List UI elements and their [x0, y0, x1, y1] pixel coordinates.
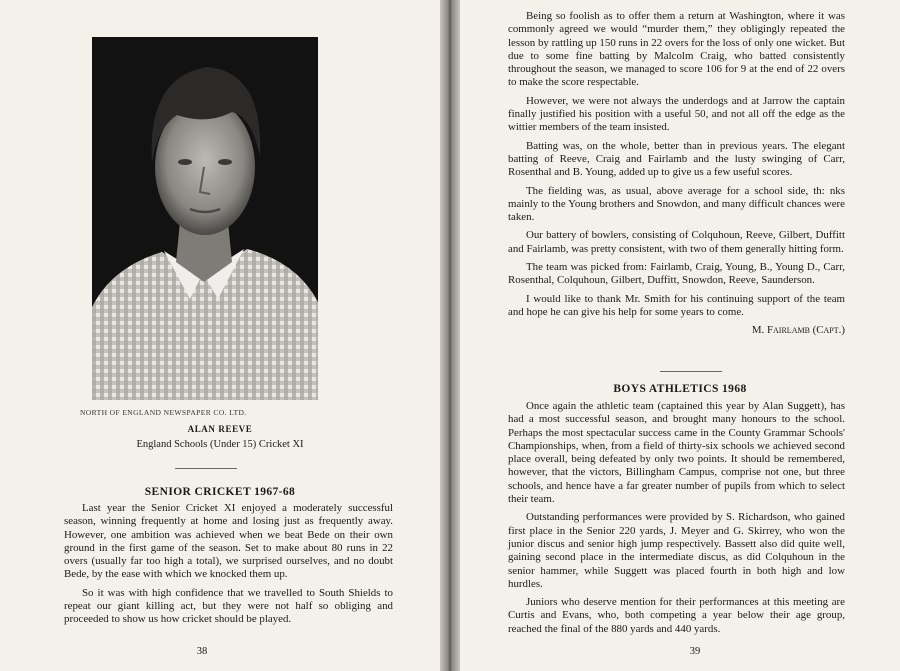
- photo-caption-name: ALAN REEVE: [187, 424, 253, 434]
- paragraph: Our battery of bowlers, consisting of Colquhoun, Reeve, Gilbert, Duffitt and Fairlamb, was pretty consistent, with two of them generally hitting form.: [508, 229, 845, 255]
- left-page: [0, 0, 440, 671]
- portrait-image: [92, 37, 318, 400]
- paragraph: The fielding was, as usual, above average for a school side, th: nks mainly to the Young brothers and Snowdon, and many difficult chances were taken.: [508, 184, 845, 224]
- paragraph: Being so foolish as to offer them a return at Washington, where it was commonly agreed we would “murder them,” they obligingly repeated the lesson by rattling up 150 runs in 22 overs for the loss of only one wicket. But due to some fine batting by Malcolm Craig, who batted consistently throughout the season, we managed to score 106 for 9 at the end of 22 overs to make the score respectable.: [508, 10, 845, 89]
- paragraph: So it was with high confidence that we travelled to South Shields to repeat our giant killing act, but they were not half so obliging and proceeded to show us how cricket should be played.: [64, 586, 393, 626]
- section-heading-senior-cricket: SENIOR CRICKET 1967-68: [144, 486, 296, 498]
- paragraph: Batting was, on the whole, better than in previous years. The elegant batting of Reeve, Craig and Fairlamb and the lusty swinging of Carr, Rosenthal and B. Young, added up to give us a few useful scores.: [508, 139, 845, 179]
- paragraph: However, we were not always the underdogs and at Jarrow the captain finally justified his position with a useful 50, and not all off the edge as the wittier members of the team insisted.: [508, 94, 845, 134]
- section-divider: [660, 371, 722, 372]
- section-divider: [175, 468, 237, 469]
- article-body-boys-athletics: [508, 400, 845, 641]
- paragraph: Last year the Senior Cricket XI enjoyed a moderately successful season, winning frequently at home and losing just as frequently away. However, one ambition was achieved when we beat Bede on their own ground in the first game of the season. Set to make about 80 runs in 22 overs (usually far too high a total), we surprised ourselves, and no doubt Bede, by the ease with which we knocked them up.: [64, 502, 393, 581]
- paragraph: Once again the athletic team (captained this year by Alan Suggett), has had a most successful season, and brought many honours to the school. Perhaps the most spectacular success came in the County Grammar Schools' Championships, when, from a field of thirty-six schools we achieved second place overall, being defeated by only two points. It should be remembered, however, that the victors, Billingham Campus, comprise not one, but three schools, and hence have a far greater number of pupils from which to select their team.: [508, 400, 845, 506]
- paragraph: I would like to thank Mr. Smith for his continuing support of the team and hope he can give his help for some years to come.: [508, 292, 845, 318]
- paragraph: The team was picked from: Fairlamb, Craig, Young, B., Young D., Carr, Rosenthal, Colquhoun, Gilbert, Duffitt, Snowdon, Reeve, Saunderson.: [508, 261, 845, 287]
- article-body-cricket-continued: [508, 10, 845, 343]
- paragraph: Outstanding performances were provided by S. Richardson, who gained first place in the Senior 220 yards, J. Meyer and G. Skirrey, who won the junior discus and senior high jump respectively. Bassett also did quite well, gaining second place in the intermediate discus, as did Colquhoun in the senior hammer, while Suggett was placed fourth in both high and low hurdles.: [508, 511, 845, 590]
- section-heading-boys-athletics: BOYS ATHLETICS 1968: [613, 383, 747, 395]
- portrait-photo: [92, 37, 318, 400]
- photo-caption-subtitle: England Schools (Under 15) Cricket XI: [136, 439, 304, 450]
- page-number-right: 39: [689, 646, 701, 657]
- page-number-left: 38: [196, 646, 208, 657]
- book-gutter: [440, 0, 460, 671]
- paragraph: Juniors who deserve mention for their performances at this meeting are Curtis and Evans, who, both competing a year below their age group, reached the final of the 880 yards and 440 yards.: [508, 596, 845, 635]
- signature: M. Fairlamb (Capt.): [751, 324, 845, 337]
- article-body-senior-cricket: [64, 502, 393, 632]
- photo-credit: NORTH OF ENGLAND NEWSPAPER CO. LTD.: [80, 408, 247, 417]
